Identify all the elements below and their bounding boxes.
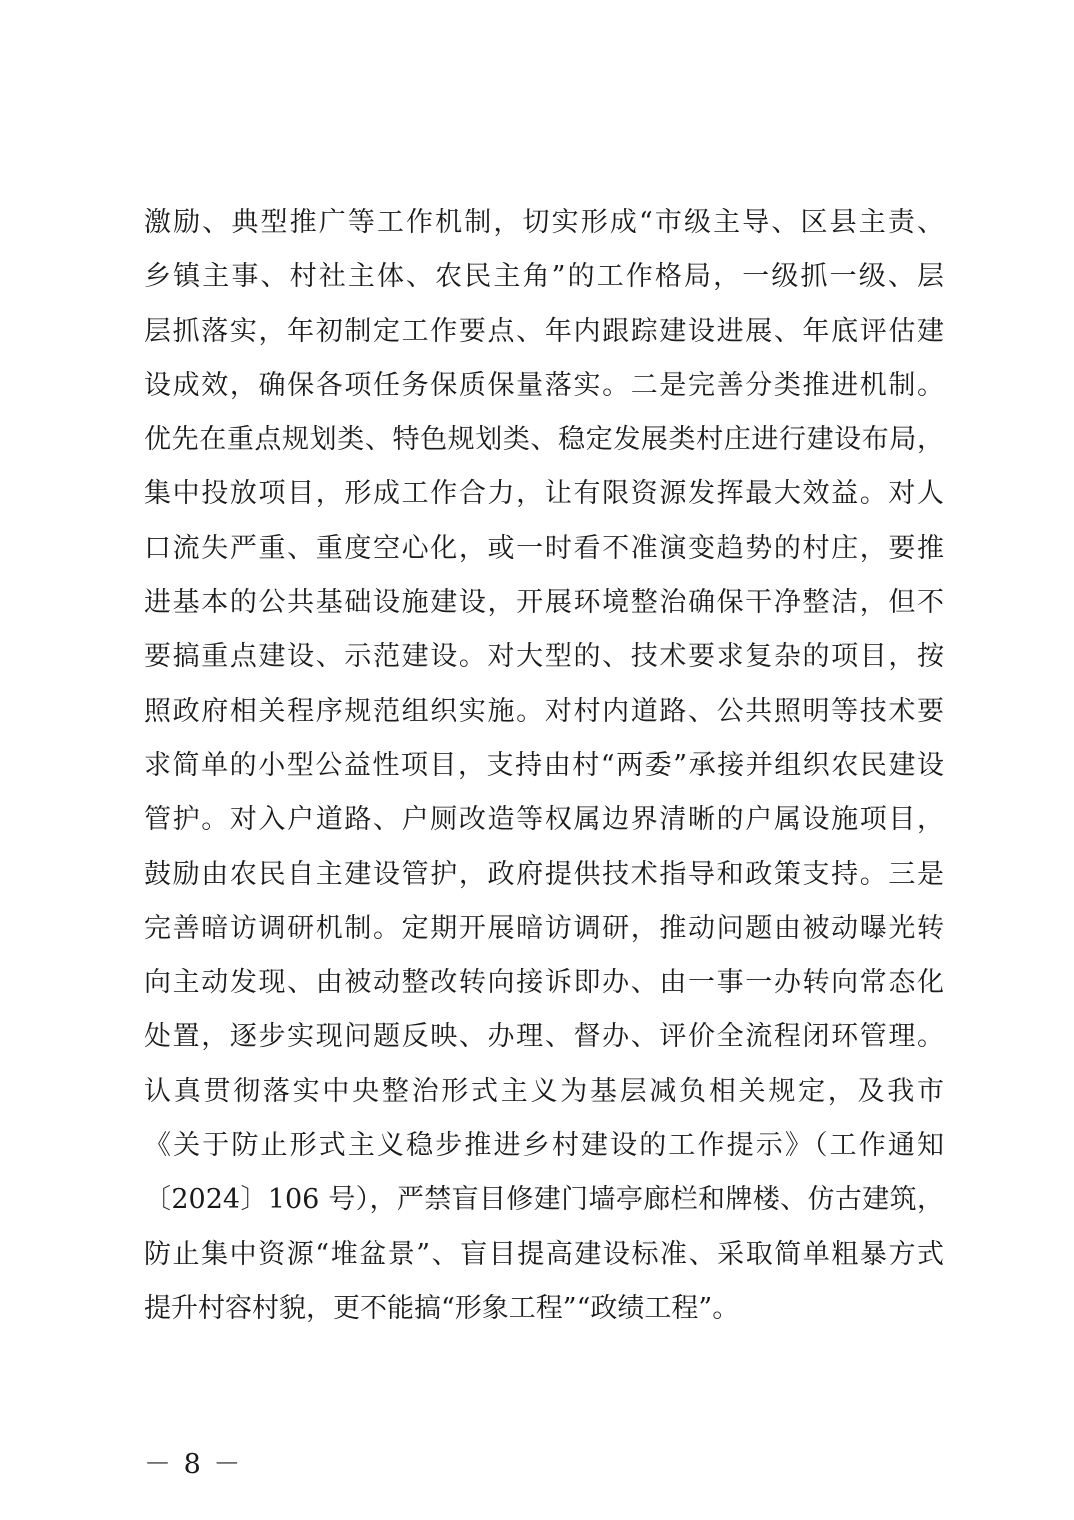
text-line: 进基本的公共基础设施建设，开展环境整治确保干净整洁，但不 — [144, 587, 944, 619]
text-line: 认真贯彻落实中央整治形式主义为基层减负相关规定，及我市 — [144, 1075, 944, 1107]
text-line: 要搞重点建设、示范建设。对大型的、技术要求复杂的项目，按 — [144, 641, 944, 673]
text-line: 优先在重点规划类、特色规划类、稳定发展类村庄进行建设布局， — [144, 424, 944, 456]
text-line: 向主动发现、由被动整改转向接诉即办、由一事一办转向常态化 — [144, 967, 944, 999]
text-line: 《关于防止形式主义稳步推进乡村建设的工作提示》（工作通知 — [144, 1130, 944, 1162]
text-line: 处置，逐步实现问题反映、办理、督办、评价全流程闭环管理。 — [144, 1021, 944, 1053]
text-line: 层抓落实，年初制定工作要点、年内跟踪建设进展、年底评估建 — [144, 315, 944, 347]
text-line: 乡镇主事、村社主体、农民主角”的工作格局，一级抓一级、层 — [144, 261, 944, 293]
text-line: 防止集中资源“堆盆景”、盲目提高建设标准、采取简单粗暴方式 — [144, 1238, 944, 1270]
text-line: 鼓励由农民自主建设管护，政府提供技术指导和政策支持。三是 — [144, 858, 944, 890]
text-line: 完善暗访调研机制。定期开展暗访调研，推动问题由被动曝光转 — [144, 912, 944, 944]
text-line: 口流失严重、重度空心化，或一时看不准演变趋势的村庄，要推 — [144, 532, 944, 564]
body-paragraph — [144, 196, 944, 1336]
text-line: 照政府相关程序规范组织实施。对村内道路、公共照明等技术要 — [144, 695, 944, 727]
text-line: 激励、典型推广等工作机制，切实形成“市级主导、区县主责、 — [144, 207, 944, 238]
page-number: － 8 － — [144, 1449, 243, 1480]
text-line: 管护。对入户道路、户厕改造等权属边界清晰的户属设施项目， — [144, 804, 944, 836]
text-line: 提升村容村貌，更不能搞“形象工程”“政绩工程”。 — [144, 1292, 740, 1324]
text-line: 设成效，确保各项任务保质保量落实。二是完善分类推进机制。 — [144, 369, 944, 401]
text-line: 求简单的小型公益性项目，支持由村“两委”承接并组织农民建设 — [144, 749, 944, 781]
text-line: 集中投放项目，形成工作合力，让有限资源发挥最大效益。对人 — [144, 478, 944, 510]
text-line: 〔2024〕106 号），严禁盲目修建门墙亭廊栏和牌楼、仿古建筑， — [144, 1184, 944, 1216]
